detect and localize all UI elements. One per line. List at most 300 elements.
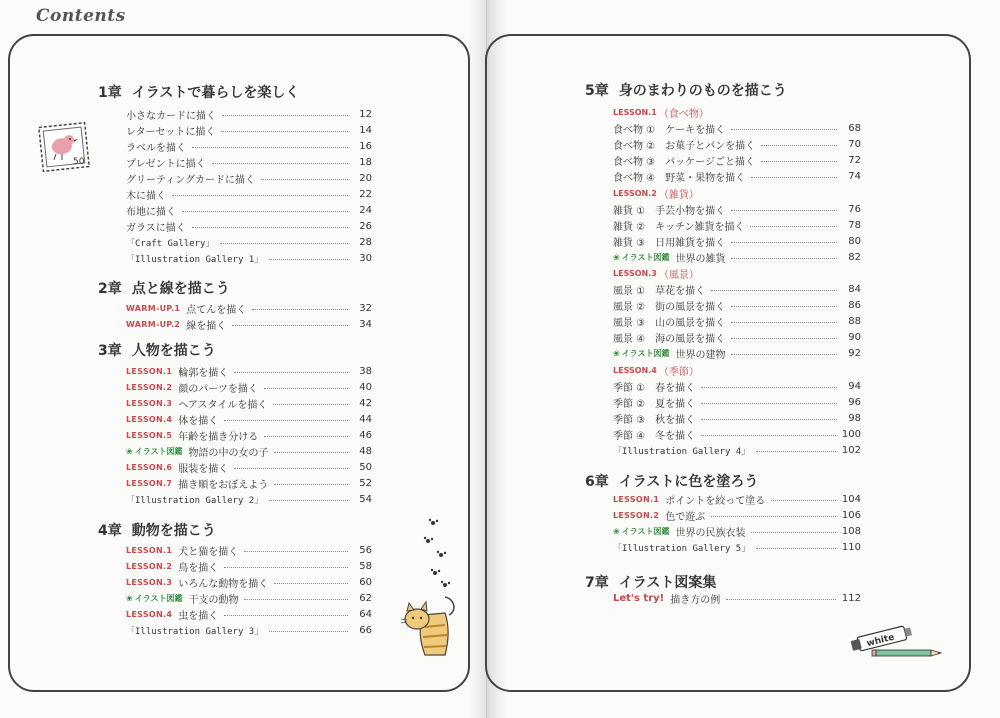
lesson-tag: LESSON.6: [126, 463, 173, 473]
entry-label: [613, 202, 725, 217]
chapter-title: 人物を描こう: [131, 343, 216, 359]
leader-dots: [269, 259, 348, 260]
leader-dots: [172, 195, 348, 196]
leader-dots: [756, 451, 836, 452]
entry-label: [613, 282, 705, 297]
lesson-tag: LESSON.2: [126, 382, 173, 392]
page-number: 48: [359, 446, 372, 457]
toc-entry[interactable]: [126, 235, 372, 251]
lesson-tag: LESSON.7: [126, 479, 173, 489]
chapter-number: 4章: [98, 523, 122, 539]
toc-entry[interactable]: [126, 395, 372, 411]
entry-title: 鳥を描く: [178, 562, 219, 574]
entry-title: 風景 ③ 山の風景を描く: [613, 317, 726, 329]
entry-title: 季節 ① 春を描く: [613, 382, 696, 394]
page-number: 110: [841, 541, 861, 553]
leader-dots: [244, 551, 348, 552]
page-number: 96: [848, 396, 861, 408]
entry-title: 虫を描く: [178, 610, 219, 622]
entry-title: 布地に描く: [126, 207, 176, 219]
toc-entry[interactable]: [126, 251, 372, 267]
chapter-heading: [98, 278, 230, 298]
toc-entry[interactable]: [126, 444, 372, 460]
entry-title: 世界の民族衣装: [675, 527, 746, 539]
toc-entry[interactable]: [126, 300, 372, 316]
lesson-tag: LESSON.1: [613, 107, 657, 117]
toc-entry[interactable]: [126, 574, 372, 590]
page-number: 98: [848, 412, 861, 424]
entry-title: 「Illustration Gallery 2」: [126, 496, 264, 507]
toc-entry[interactable]: [126, 411, 372, 427]
leader-dots: [273, 404, 348, 405]
leader-dots: [731, 258, 837, 259]
entry-title: 犬と猫を描く: [178, 546, 239, 558]
entry-label: [613, 541, 750, 554]
entry-label: [126, 219, 186, 234]
entry-title: 世界の建物: [675, 349, 726, 361]
page-number: 62: [359, 592, 372, 604]
entry-title: ヘアスタイルを描く: [178, 399, 268, 411]
leader-dots: [771, 500, 836, 501]
entry-label: [126, 107, 216, 122]
toc-entry[interactable]: [126, 427, 372, 443]
leader-dots: [234, 468, 348, 469]
page-number: 30: [359, 253, 372, 265]
entry-title: 服装を描く: [178, 464, 229, 476]
entry-title: 点てんを描く: [186, 304, 247, 316]
toc-entry[interactable]: [126, 122, 372, 138]
entry-label: [126, 476, 268, 491]
entry-title: 季節 ④ 冬を描く: [613, 430, 696, 442]
lesson-group-heading: [613, 185, 699, 201]
entry-title: 風景 ④ 海の風景を描く: [613, 333, 726, 345]
page-number: 50: [359, 462, 372, 474]
entry-label: [126, 252, 263, 265]
page-number: 24: [359, 205, 372, 217]
page-number: 52: [359, 478, 372, 490]
page-number: 72: [848, 154, 861, 166]
entry-title: 「Illustration Gallery 4」: [613, 446, 751, 457]
leader-dots: [711, 516, 836, 517]
entry-title: 雑貨 ② キッチン雑貨を描く: [613, 221, 745, 233]
lesson-tag: LESSON.4: [126, 609, 173, 619]
entry-label: [126, 301, 246, 316]
toc-entry[interactable]: [613, 329, 861, 345]
toc-entry[interactable]: [613, 378, 861, 394]
page-number: 46: [359, 429, 372, 441]
entry-label: [126, 543, 238, 558]
toc-entry[interactable]: [126, 606, 372, 622]
leader-dots: [761, 161, 837, 162]
page-number: 68: [848, 122, 861, 134]
lesson-topic: （季節）: [658, 366, 699, 378]
leader-dots: [751, 532, 835, 533]
entry-label: [613, 524, 745, 539]
leader-dots: [751, 177, 837, 178]
entry-title: グリーティングカードに描く: [126, 174, 255, 186]
entry-title: 描き順をおぼえよう: [178, 480, 269, 492]
entry-title: 干支の動物: [188, 594, 239, 606]
leader-dots: [212, 163, 348, 164]
entry-label: [613, 250, 725, 265]
toc-entry[interactable]: [126, 138, 372, 154]
chapter-number: 3章: [98, 343, 122, 359]
leader-dots: [244, 599, 348, 600]
entry-label: [613, 218, 744, 233]
entry-label: [613, 411, 695, 426]
lesson-tag: LESSON.3: [613, 268, 657, 278]
toc-entry[interactable]: [613, 249, 861, 265]
entry-title: 線を描く: [186, 320, 227, 332]
toc-entry[interactable]: [126, 170, 372, 186]
entry-title: プレゼントに描く: [126, 158, 206, 170]
chapter-heading: [585, 471, 758, 491]
entry-label: [613, 444, 750, 457]
toc-entry[interactable]: [613, 410, 861, 426]
page-number: 64: [359, 608, 372, 620]
toc-entry[interactable]: [613, 539, 861, 555]
toc-entry[interactable]: [613, 442, 861, 458]
leader-dots: [234, 372, 348, 373]
chapter-title: イラスト図案集: [618, 575, 717, 591]
entry-title: 物語の中の女の子: [188, 448, 269, 459]
entry-label: [126, 380, 258, 395]
toc-entry[interactable]: [613, 345, 861, 361]
toc-entry[interactable]: [613, 507, 861, 523]
entry-title: 雑貨 ① 手芸小物を描く: [613, 205, 726, 217]
page-number: 14: [359, 124, 372, 136]
toc-entry[interactable]: [613, 217, 861, 233]
page-number: 80: [848, 235, 861, 247]
lesson-topic: （風景）: [658, 269, 699, 281]
leader-dots: [756, 548, 836, 549]
page-number: 40: [359, 381, 372, 393]
entry-label: [126, 591, 238, 606]
lesson-group-heading: [613, 104, 709, 120]
cat-with-pawprints-icon: [395, 515, 465, 660]
toc-entry[interactable]: [126, 219, 372, 235]
page-number: 42: [359, 397, 372, 409]
lesson-tag: LESSON.4: [126, 414, 173, 424]
entry-label: [613, 492, 765, 507]
leader-dots: [701, 419, 837, 420]
entry-label: [126, 187, 166, 202]
toc-entry[interactable]: [613, 281, 861, 297]
leader-dots: [701, 387, 837, 388]
chapter-title: 動物を描こう: [131, 523, 216, 539]
leader-dots: [252, 309, 348, 310]
contents-heading: Contents: [36, 6, 126, 26]
illustration-tag: ❀ イラスト図鑑: [126, 446, 182, 457]
leader-dots: [731, 242, 837, 243]
lesson-tag: LESSON.3: [126, 577, 173, 587]
leader-dots: [261, 179, 348, 180]
page-number: 92: [848, 347, 861, 359]
chapter-number: 1章: [98, 85, 122, 101]
entry-title: 「Illustration Gallery 3」: [126, 627, 264, 637]
leader-dots: [750, 226, 837, 227]
page-number: 58: [359, 560, 372, 572]
lesson-tag: LESSON.4: [613, 365, 657, 375]
entry-label: [126, 155, 206, 170]
toc-entry[interactable]: [613, 201, 861, 217]
page-number: 100: [841, 428, 861, 440]
toc-entry[interactable]: [126, 187, 372, 203]
entry-label: [126, 203, 176, 218]
entry-label: [613, 234, 725, 249]
entry-label: [613, 508, 705, 523]
chapter-heading: [585, 572, 716, 592]
toc-entry[interactable]: [126, 558, 372, 574]
entry-title: 食べ物 ④ 野菜・果物を描く: [613, 172, 746, 184]
entry-label: [613, 121, 725, 136]
chapter-title: 身のまわりのものを描こう: [618, 83, 787, 99]
toc-entry[interactable]: [126, 106, 372, 122]
toc-entry[interactable]: [613, 523, 861, 539]
chapter-heading: [585, 80, 787, 100]
chapter-title: イラストで暮らしを楽しく: [131, 85, 300, 101]
toc-entry[interactable]: [613, 120, 861, 136]
lets-try-tag: Let's try!: [613, 592, 665, 604]
entry-title: 食べ物 ① ケーキを描く: [613, 124, 726, 136]
entry-label: [613, 314, 725, 329]
entry-title: 年齢を描き分ける: [178, 431, 259, 443]
toc-entry[interactable]: [613, 233, 861, 249]
entry-label: [126, 317, 226, 332]
lesson-tag: LESSON.2: [613, 510, 660, 520]
entry-title: いろんな動物を描く: [178, 578, 269, 590]
page-number: 74: [848, 170, 861, 182]
leader-dots: [192, 227, 348, 228]
entry-label: [126, 171, 255, 186]
leader-dots: [224, 615, 348, 616]
chapter-number: 6章: [585, 474, 609, 490]
lesson-group-heading: [613, 265, 699, 281]
lesson-tag: LESSON.2: [613, 188, 657, 198]
illustration-tag: ❀ イラスト図鑑: [613, 252, 669, 263]
entry-title: 風景 ① 草花を描く: [613, 285, 706, 297]
entry-title: 体を描く: [178, 415, 219, 427]
page-number: 90: [848, 331, 861, 343]
toc-entry[interactable]: [613, 313, 861, 329]
leader-dots: [731, 129, 837, 130]
entry-label: [126, 396, 267, 411]
entry-label: [126, 607, 218, 622]
toc-entry[interactable]: [613, 297, 861, 313]
entry-label: [126, 412, 218, 427]
illustration-tag: ❀ イラスト図鑑: [613, 348, 669, 359]
page-number: 16: [359, 140, 372, 152]
stamp-value: 50: [73, 157, 85, 167]
entry-title: 描き方の例: [670, 594, 721, 606]
page-number: 44: [359, 413, 372, 425]
leader-dots: [222, 115, 348, 116]
page-number: 26: [359, 221, 372, 233]
entry-label: [613, 298, 725, 313]
page-number: 94: [848, 380, 861, 392]
page-number: 104: [841, 493, 861, 505]
leader-dots: [269, 500, 348, 501]
leader-dots: [731, 210, 837, 211]
entry-label: [126, 444, 268, 459]
leader-dots: [731, 354, 837, 355]
page-number: 84: [848, 283, 861, 295]
entry-title: 顔のパーツを描く: [178, 383, 258, 395]
entry-label: [126, 624, 263, 637]
page-number: 28: [359, 237, 372, 249]
leader-dots: [701, 435, 836, 436]
entry-title: 世界の雑貨: [675, 253, 726, 265]
leader-dots: [274, 484, 348, 485]
leader-dots: [274, 452, 348, 453]
chapter-heading: [98, 520, 216, 540]
toc-entry[interactable]: [613, 394, 861, 410]
entry-title: 木に描く: [126, 191, 166, 202]
entry-title: 季節 ② 夏を描く: [613, 398, 696, 410]
page-number: 60: [359, 576, 372, 588]
leader-dots: [269, 631, 348, 632]
entry-label: [126, 460, 228, 475]
leader-dots: [731, 338, 837, 339]
toc-entry[interactable]: [126, 623, 372, 639]
toc-entry[interactable]: [613, 590, 861, 606]
leader-dots: [182, 211, 348, 212]
page-number: 54: [359, 494, 372, 506]
bird-stamp-icon: [38, 122, 90, 172]
toc-entry[interactable]: [126, 203, 372, 219]
entry-title: ガラスに描く: [126, 223, 186, 235]
lesson-tag: LESSON.3: [126, 398, 173, 408]
illustration-tag: ❀ イラスト図鑑: [613, 526, 669, 537]
toc-entry[interactable]: [613, 168, 861, 184]
page-number: 56: [359, 544, 372, 556]
lesson-tag: WARM-UP.1: [126, 303, 181, 313]
entry-label: [613, 395, 695, 410]
entry-label: [613, 427, 695, 442]
entry-title: 風景 ② 街の風景を描く: [613, 301, 726, 313]
leader-dots: [232, 325, 348, 326]
lesson-group-heading: [613, 362, 699, 378]
leader-dots: [221, 131, 348, 132]
page-number: 88: [848, 315, 861, 327]
entry-title: 雑貨 ③ 日用雑貨を描く: [613, 237, 726, 249]
chapter-heading: [98, 340, 216, 360]
leader-dots: [761, 145, 837, 146]
leader-dots: [731, 306, 837, 307]
lesson-tag: LESSON.1: [126, 545, 173, 555]
leader-dots: [731, 322, 837, 323]
entry-title: 季節 ③ 秋を描く: [613, 414, 696, 426]
entry-label: [126, 493, 263, 506]
entry-label: [613, 346, 725, 361]
page-number: 32: [359, 302, 372, 314]
chapter-number: 5章: [585, 83, 609, 99]
entry-title: 「Illustration Gallery 1」: [126, 255, 264, 266]
pen-label: white: [865, 632, 896, 650]
page-number: 38: [359, 365, 372, 377]
toc-entry[interactable]: [126, 379, 372, 395]
entry-title: ラベルを描く: [126, 142, 186, 154]
toc-entry[interactable]: [126, 460, 372, 476]
entry-label: [126, 236, 214, 249]
leader-dots: [711, 290, 837, 291]
page-number: 76: [848, 203, 861, 215]
toc-entry[interactable]: [126, 590, 372, 606]
page-number: 106: [841, 509, 861, 521]
toc-entry[interactable]: [126, 316, 372, 332]
entry-label: [126, 559, 218, 574]
lesson-topic: （雑貨）: [658, 189, 699, 201]
page-number: 82: [848, 251, 861, 263]
leader-dots: [726, 599, 836, 600]
entry-label: [126, 575, 268, 590]
entry-title: 小さなカードに描く: [126, 110, 216, 122]
leader-dots: [224, 567, 348, 568]
entry-label: [126, 123, 215, 138]
chapter-number: 7章: [585, 575, 609, 591]
page-number: 78: [848, 219, 861, 231]
page-number: 34: [359, 318, 372, 330]
page-number: 112: [841, 592, 861, 604]
entry-title: レターセットに描く: [126, 126, 216, 138]
page-number: 108: [841, 525, 861, 537]
toc-entry[interactable]: [613, 491, 861, 507]
entry-label: [613, 379, 695, 394]
toc-entry[interactable]: [126, 154, 372, 170]
lesson-topic: （食べ物）: [658, 108, 709, 120]
leader-dots: [224, 420, 348, 421]
entry-label: [126, 428, 258, 443]
entry-title: ポイントを絞って塗る: [665, 495, 766, 507]
pen-and-pencil-icon: [848, 620, 948, 665]
toc-entry[interactable]: [613, 426, 861, 442]
leader-dots: [192, 147, 348, 148]
leader-dots: [264, 436, 348, 437]
leader-dots: [701, 403, 837, 404]
page-number: 86: [848, 299, 861, 311]
lesson-tag: LESSON.5: [126, 430, 173, 440]
entry-label: [613, 137, 755, 152]
toc-entry[interactable]: [126, 363, 372, 379]
entry-title: 色で遊ぶ: [665, 511, 706, 523]
chapter-heading: [98, 82, 299, 102]
page-number: 70: [848, 138, 861, 150]
toc-entry[interactable]: [613, 152, 861, 168]
entry-label: [613, 591, 720, 606]
lesson-tag: LESSON.1: [126, 366, 173, 376]
lesson-tag: LESSON.2: [126, 561, 173, 571]
toc-entry[interactable]: [126, 476, 372, 492]
entry-title: 「Craft Gallery」: [126, 239, 215, 250]
leader-dots: [264, 388, 348, 389]
toc-entry[interactable]: [126, 492, 372, 508]
page-number: 66: [359, 625, 372, 636]
toc-entry[interactable]: [126, 542, 372, 558]
chapter-number: 2章: [98, 281, 122, 297]
entry-label: [613, 169, 745, 184]
entry-label: [613, 153, 755, 168]
toc-entry[interactable]: [613, 136, 861, 152]
entry-title: 食べ物 ③ パッケージごと描く: [613, 156, 755, 168]
entry-title: 食べ物 ② お菓子とパンを描く: [613, 140, 756, 152]
entry-title: 「Illustration Gallery 5」: [613, 543, 751, 554]
chapter-title: 点と線を描こう: [131, 281, 230, 297]
lesson-tag: LESSON.1: [613, 494, 660, 504]
entry-label: [126, 139, 186, 154]
page-number: 18: [359, 156, 372, 168]
illustration-tag: ❀ イラスト図鑑: [126, 593, 182, 604]
entry-label: [613, 330, 725, 345]
